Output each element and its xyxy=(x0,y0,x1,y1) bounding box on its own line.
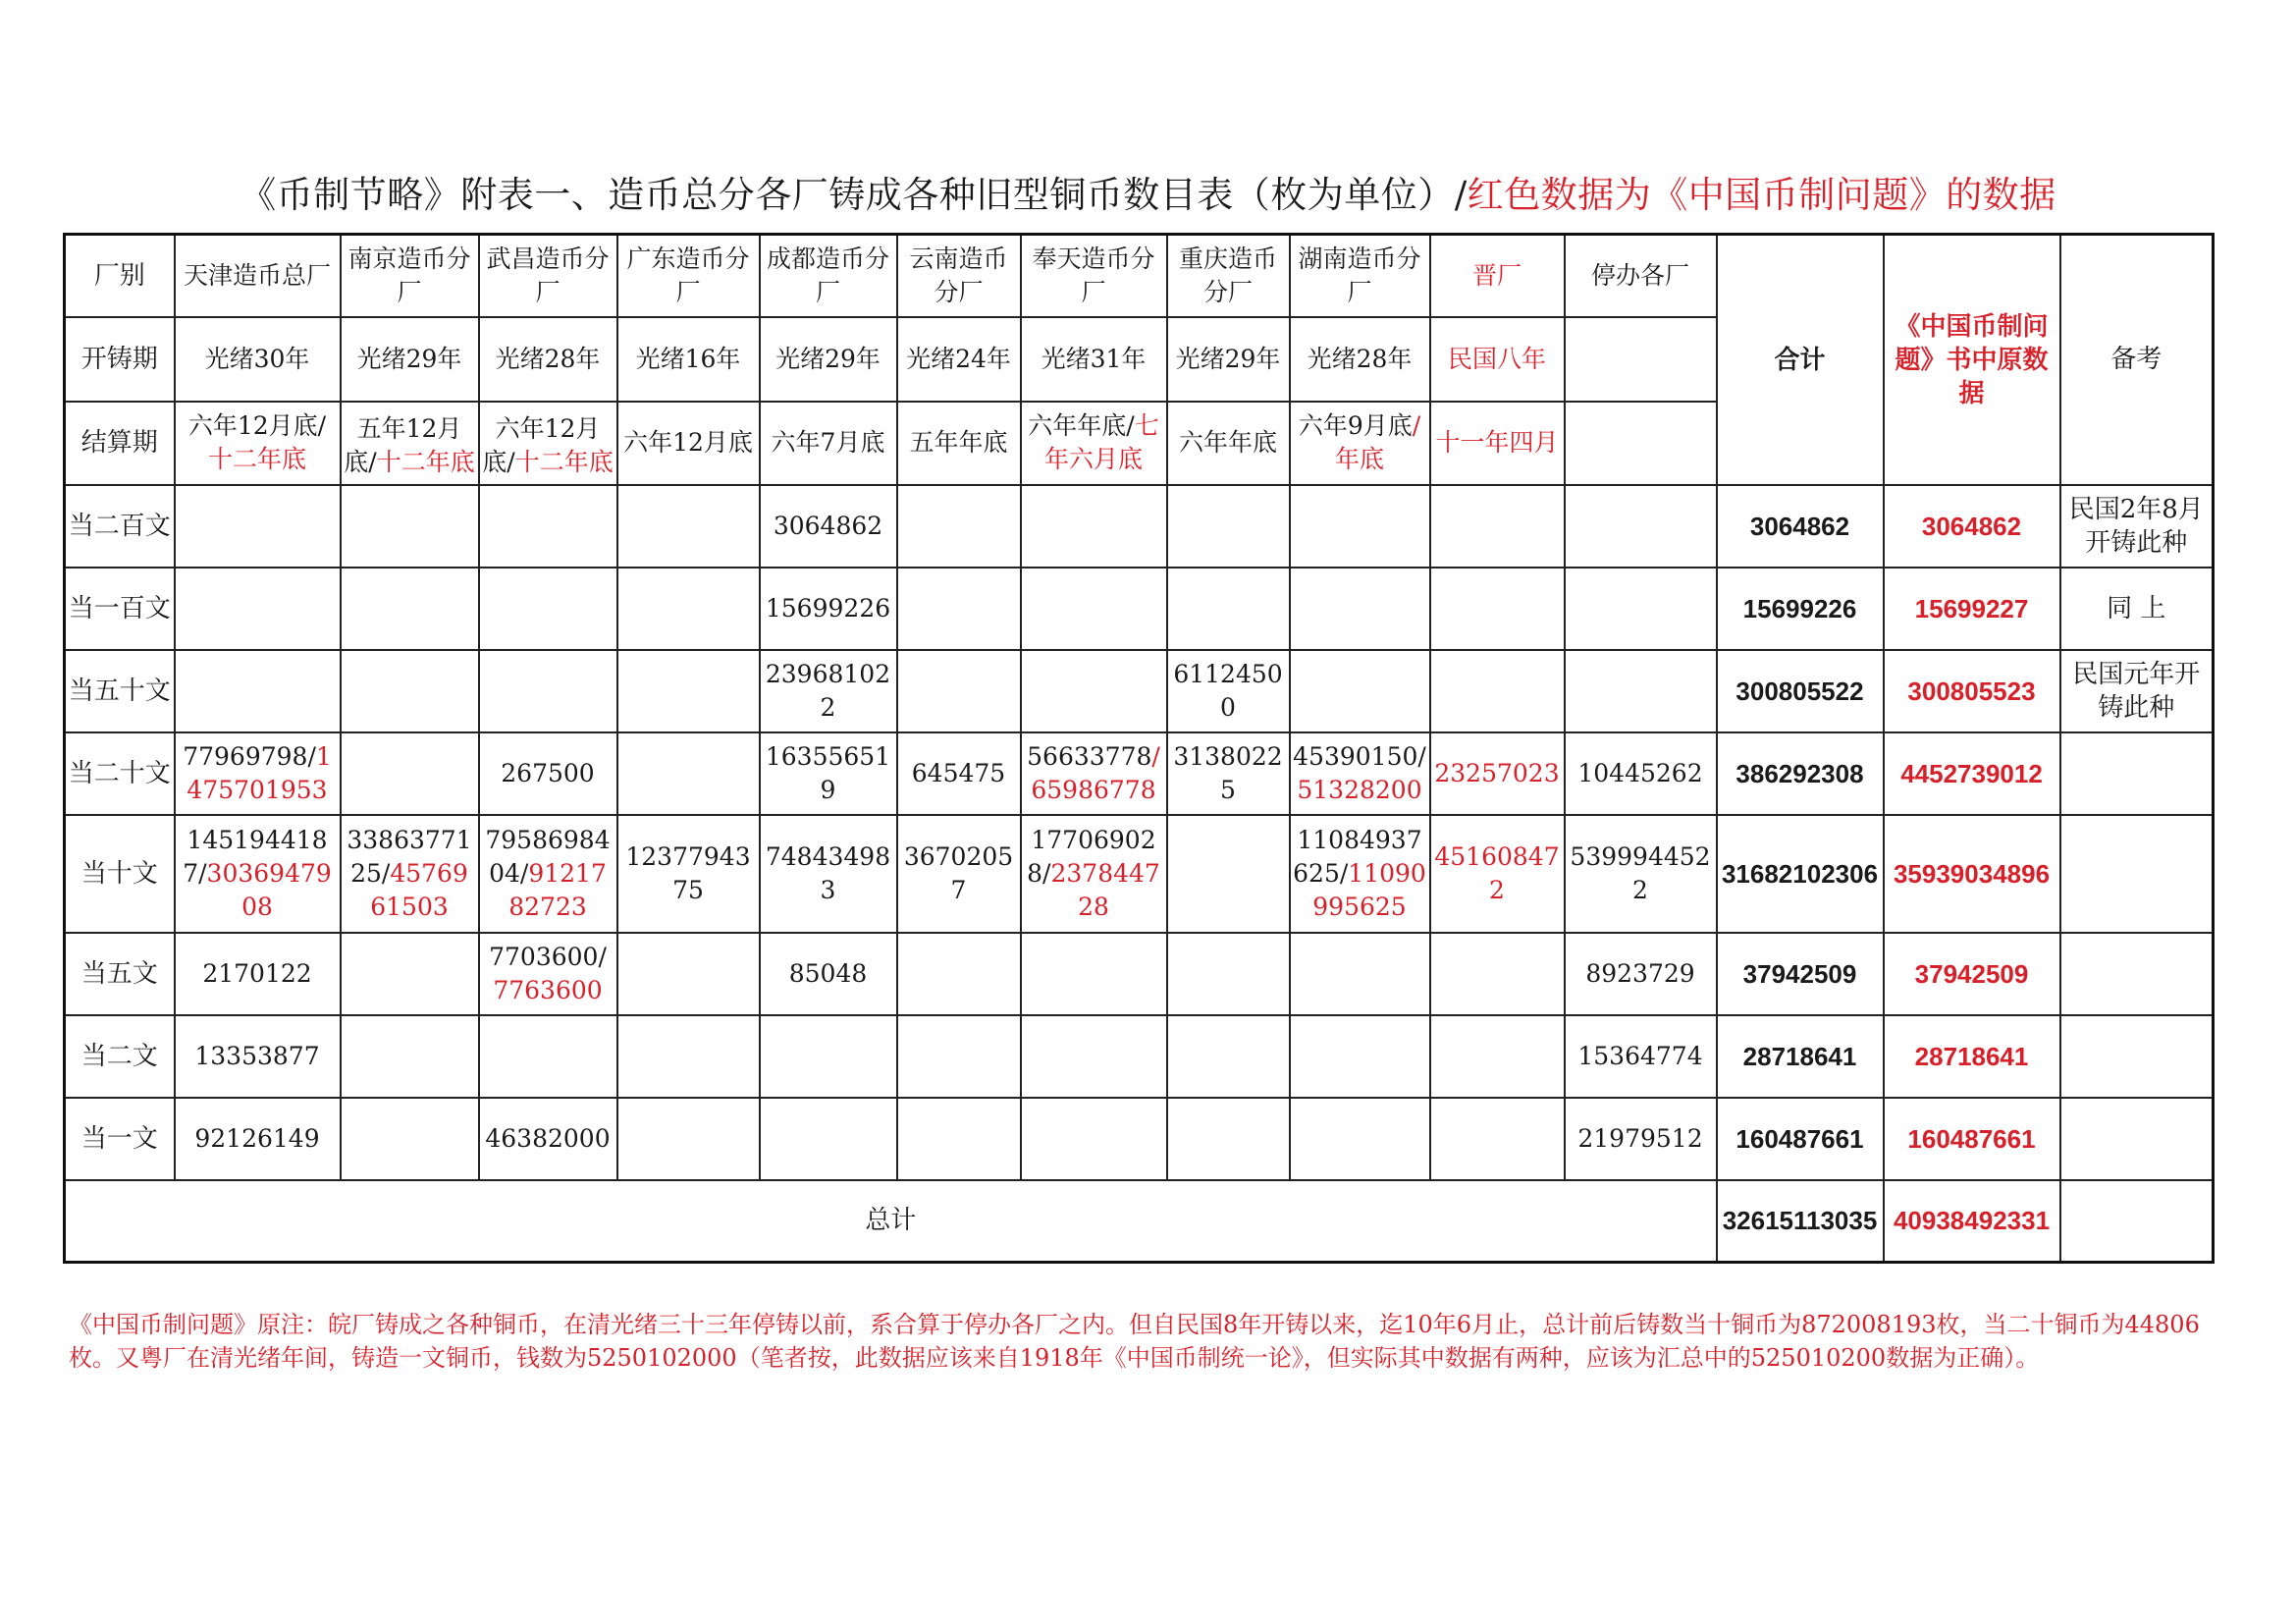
grand-total-label: 总计 xyxy=(65,1180,1717,1263)
data-cell xyxy=(1290,1098,1430,1180)
data-cell xyxy=(1021,1015,1167,1098)
data-cell xyxy=(1167,485,1290,568)
data-cell xyxy=(1290,1015,1430,1098)
data-cell: 46382000 xyxy=(479,1098,617,1180)
denomination-label: 当五文 xyxy=(65,933,175,1015)
start-period: 光绪24年 xyxy=(897,317,1021,402)
data-cell xyxy=(1430,568,1565,650)
data-cell xyxy=(760,1098,897,1180)
zgbz-cell: 35939034896 xyxy=(1884,815,2060,933)
factory-name: 湖南造币分厂 xyxy=(1290,235,1430,317)
factory-name: 晋厂 xyxy=(1430,235,1565,317)
table-row xyxy=(65,485,2214,568)
title-red: 红色数据为《中国币制问题》的数据 xyxy=(1467,174,2056,216)
data-cell xyxy=(175,568,341,650)
data-cell xyxy=(1167,815,1290,933)
table-row xyxy=(65,568,2214,650)
start-period: 光绪28年 xyxy=(479,317,617,402)
data-cell: 21979512 xyxy=(1565,1098,1717,1180)
data-cell xyxy=(897,1015,1021,1098)
data-cell xyxy=(341,933,479,1015)
data-cell xyxy=(1430,650,1565,732)
denomination-label: 当一文 xyxy=(65,1098,175,1180)
remark-cell xyxy=(2060,1098,2214,1180)
data-cell: 15364774 xyxy=(1565,1015,1717,1098)
data-cell: 8923729 xyxy=(1565,933,1717,1015)
data-cell xyxy=(617,933,760,1015)
data-cell: 3064862 xyxy=(760,485,897,568)
settle-period: 五年12月底/十二年底 xyxy=(341,402,479,485)
settle-period: 六年7月底 xyxy=(760,402,897,485)
data-cell xyxy=(617,1015,760,1098)
grand-total-row xyxy=(65,1180,2214,1263)
coin-table xyxy=(63,233,2215,1264)
zgbz-cell: 28718641 xyxy=(1884,1015,2060,1098)
start-period: 光绪29年 xyxy=(1167,317,1290,402)
total-cell: 160487661 xyxy=(1717,1098,1884,1180)
data-cell xyxy=(617,568,760,650)
zgbz-cell: 300805523 xyxy=(1884,650,2060,732)
data-cell: 267500 xyxy=(479,732,617,815)
data-cell: 77969798/1475701953 xyxy=(175,732,341,815)
data-cell xyxy=(897,568,1021,650)
zgbz-cell: 3064862 xyxy=(1884,485,2060,568)
factory-name: 武昌造币分厂 xyxy=(479,235,617,317)
denomination-label: 当五十文 xyxy=(65,650,175,732)
data-cell xyxy=(1430,933,1565,1015)
data-cell: 451608472 xyxy=(1430,815,1565,933)
data-cell xyxy=(897,933,1021,1015)
start-period xyxy=(1565,317,1717,402)
data-cell xyxy=(1021,568,1167,650)
factory-row xyxy=(65,235,2214,317)
data-cell xyxy=(1021,933,1167,1015)
total-header: 合计 xyxy=(1717,235,1884,485)
data-cell: 61124500 xyxy=(1167,650,1290,732)
data-cell: 23257023 xyxy=(1430,732,1565,815)
data-cell xyxy=(1167,1098,1290,1180)
data-cell: 45390150/51328200 xyxy=(1290,732,1430,815)
data-cell xyxy=(479,568,617,650)
data-cell: 31380225 xyxy=(1167,732,1290,815)
settle-period: 六年12月底 xyxy=(617,402,760,485)
data-cell: 36702057 xyxy=(897,815,1021,933)
data-cell: 92126149 xyxy=(175,1098,341,1180)
remark-cell: 同 上 xyxy=(2060,568,2214,650)
data-cell: 645475 xyxy=(897,732,1021,815)
settle-row-label: 结算期 xyxy=(65,402,175,485)
data-cell xyxy=(1565,485,1717,568)
data-cell xyxy=(897,485,1021,568)
data-cell xyxy=(617,485,760,568)
data-cell: 7703600/7763600 xyxy=(479,933,617,1015)
data-cell xyxy=(1290,568,1430,650)
denomination-label: 当二十文 xyxy=(65,732,175,815)
total-cell: 31682102306 xyxy=(1717,815,1884,933)
data-cell xyxy=(175,485,341,568)
factory-name: 成都造币分厂 xyxy=(760,235,897,317)
data-cell xyxy=(1021,1098,1167,1180)
factory-name: 广东造币分厂 xyxy=(617,235,760,317)
settle-period: 六年年底 xyxy=(1167,402,1290,485)
remark-cell: 民国2年8月开铸此种 xyxy=(2060,485,2214,568)
data-cell: 239681022 xyxy=(760,650,897,732)
data-cell xyxy=(1430,485,1565,568)
remarks-header: 备考 xyxy=(2060,235,2214,485)
table-row xyxy=(65,1015,2214,1098)
data-cell xyxy=(1290,650,1430,732)
settle-period: 十一年四月 xyxy=(1430,402,1565,485)
page-title xyxy=(0,165,2296,218)
data-cell: 163556519 xyxy=(760,732,897,815)
zgbz-cell: 4452739012 xyxy=(1884,732,2060,815)
data-cell xyxy=(1167,933,1290,1015)
total-cell: 3064862 xyxy=(1717,485,1884,568)
start-row-label: 开铸期 xyxy=(65,317,175,402)
table-row xyxy=(65,815,2214,933)
table-row xyxy=(65,933,2214,1015)
data-cell xyxy=(1290,933,1430,1015)
data-cell: 748434983 xyxy=(760,815,897,933)
table-row xyxy=(65,1098,2214,1180)
zgbz-header: 《中国币制问题》书中原数据 xyxy=(1884,235,2060,485)
data-cell xyxy=(897,650,1021,732)
table-body xyxy=(65,235,2214,1263)
settle-period xyxy=(1565,402,1717,485)
total-cell: 300805522 xyxy=(1717,650,1884,732)
data-cell xyxy=(1565,568,1717,650)
data-cell xyxy=(617,732,760,815)
settle-period: 六年9月底/年底 xyxy=(1290,402,1430,485)
denomination-label: 当一百文 xyxy=(65,568,175,650)
factory-name: 奉天造币分厂 xyxy=(1021,235,1167,317)
grand-total-zgbz: 40938492331 xyxy=(1884,1180,2060,1263)
title-black: 《币制节略》附表一、造币总分各厂铸成各种旧型铜币数目表（枚为单位）/ xyxy=(240,174,1468,216)
total-cell: 386292308 xyxy=(1717,732,1884,815)
data-cell: 1451944187/3036947908 xyxy=(175,815,341,933)
data-cell: 177069028/237844728 xyxy=(1021,815,1167,933)
data-cell xyxy=(341,485,479,568)
total-cell: 37942509 xyxy=(1717,933,1884,1015)
start-period: 光绪28年 xyxy=(1290,317,1430,402)
factory-name: 南京造币分厂 xyxy=(341,235,479,317)
data-cell: 7958698404/9121782723 xyxy=(479,815,617,933)
data-cell xyxy=(175,650,341,732)
data-cell xyxy=(479,1015,617,1098)
remark-cell xyxy=(2060,732,2214,815)
grand-total-value: 32615113035 xyxy=(1717,1180,1884,1263)
start-period: 民国八年 xyxy=(1430,317,1565,402)
settle-period: 六年12月底/十二年底 xyxy=(479,402,617,485)
data-cell: 2170122 xyxy=(175,933,341,1015)
data-cell: 11084937625/11090995625 xyxy=(1290,815,1430,933)
data-cell xyxy=(341,732,479,815)
data-cell xyxy=(341,1015,479,1098)
data-cell: 13353877 xyxy=(175,1015,341,1098)
denomination-label: 当十文 xyxy=(65,815,175,933)
data-cell: 85048 xyxy=(760,933,897,1015)
data-cell xyxy=(1565,650,1717,732)
factory-name: 重庆造币分厂 xyxy=(1167,235,1290,317)
zgbz-cell: 37942509 xyxy=(1884,933,2060,1015)
remark-cell xyxy=(2060,1015,2214,1098)
data-cell xyxy=(341,1098,479,1180)
data-cell xyxy=(341,650,479,732)
data-cell xyxy=(1021,650,1167,732)
total-cell: 15699226 xyxy=(1717,568,1884,650)
data-cell: 56633778/65986778 xyxy=(1021,732,1167,815)
table-row xyxy=(65,650,2214,732)
data-cell xyxy=(1167,1015,1290,1098)
settle-period: 六年年底/七年六月底 xyxy=(1021,402,1167,485)
data-cell xyxy=(1167,568,1290,650)
denomination-label: 当二文 xyxy=(65,1015,175,1098)
settle-period: 五年年底 xyxy=(897,402,1021,485)
data-cell: 3386377125/4576961503 xyxy=(341,815,479,933)
data-cell xyxy=(1430,1015,1565,1098)
data-cell: 1237794375 xyxy=(617,815,760,933)
remark-cell xyxy=(2060,933,2214,1015)
factory-row-label: 厂别 xyxy=(65,235,175,317)
data-cell xyxy=(617,650,760,732)
total-cell: 28718641 xyxy=(1717,1015,1884,1098)
zgbz-cell: 15699227 xyxy=(1884,568,2060,650)
data-cell: 15699226 xyxy=(760,568,897,650)
table-row xyxy=(65,732,2214,815)
data-cell xyxy=(617,1098,760,1180)
remark-cell: 民国元年开铸此种 xyxy=(2060,650,2214,732)
footnote: 《中国币制问题》原注：皖厂铸成之各种铜币，在清光绪三十三年停铸以前，系合算于停办各厂之内。但自民国8年开铸以来，迄10年6月止，总计前后铸数当十铜币为872008193枚，当二十铜币为44806枚。又粤厂在清光绪年间，铸造一文铜币，钱数为5250102000（笔者按，此数据应该来自1918年《中国币制统一论》，但实际其中数据有两种，应该为汇总中的525010200数据为正确）。 xyxy=(69,1311,2200,1372)
data-cell xyxy=(760,1015,897,1098)
data-cell xyxy=(1430,1098,1565,1180)
grand-total-remark xyxy=(2060,1180,2214,1263)
denomination-label: 当二百文 xyxy=(65,485,175,568)
data-cell xyxy=(479,485,617,568)
start-period: 光绪29年 xyxy=(341,317,479,402)
start-period: 光绪30年 xyxy=(175,317,341,402)
start-period: 光绪16年 xyxy=(617,317,760,402)
zgbz-cell: 160487661 xyxy=(1884,1098,2060,1180)
data-cell xyxy=(341,568,479,650)
data-cell: 5399944522 xyxy=(1565,815,1717,933)
factory-name: 停办各厂 xyxy=(1565,235,1717,317)
start-period: 光绪31年 xyxy=(1021,317,1167,402)
remark-cell xyxy=(2060,815,2214,933)
settle-period: 六年12月底/十二年底 xyxy=(175,402,341,485)
start-period: 光绪29年 xyxy=(760,317,897,402)
data-cell: 10445262 xyxy=(1565,732,1717,815)
data-cell xyxy=(897,1098,1021,1180)
data-cell xyxy=(1021,485,1167,568)
factory-name: 云南造币分厂 xyxy=(897,235,1021,317)
data-cell xyxy=(479,650,617,732)
factory-name: 天津造币总厂 xyxy=(175,235,341,317)
data-cell xyxy=(1290,485,1430,568)
